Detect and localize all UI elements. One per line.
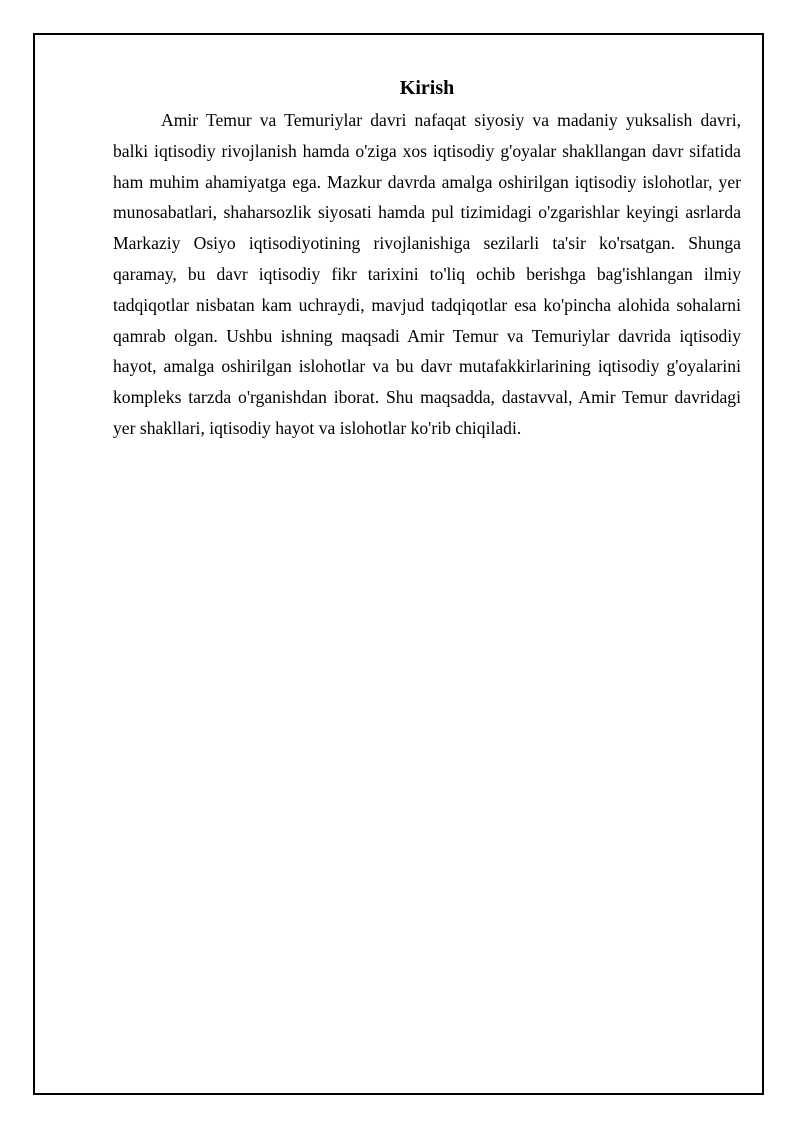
intro-paragraph: Amir Temur va Temuriylar davri nafaqat siyosiy va madaniy yuksalish davri, balki iqtisodiy rivojlanish hamda o'ziga xos iqtisodiy g'oyalar shakllangan davr sifatida ham muhim ahamiyatga ega. Mazkur davrda amalga oshirilgan iqtisodiy islohotlar, yer munosabatlari, shaharsozlik siyosati hamda pul tizimidagi o'zgarishlar keyingi asrlarda Markaziy Osiyo iqtisodiyotining rivojlanishiga sezilarli ta'sir ko'rsatgan. Shunga qaramay, bu davr iqtisodiy fikr tarixini to'liq ochib berishga bag'ishlangan ilmiy tadqiqotlar nisbatan kam uchraydi, mavjud tadqiqotlar esa ko'pincha alohida sohalarni qamrab olgan. Ushbu ishning maqsadi Amir Temur va Temuriylar davrida iqtisodiy hayot, amalga oshirilgan islohotlar va bu davr mutafakkirlarining iqtisodiy g'oyalarini kompleks tarzda o'rganishdan iborat. Shu maqsadda, dastavval, Amir Temur davridagi yer shakllari, iqtisodiy hayot va islohotlar ko'rib chiqiladi.	[113, 110, 741, 438]
section-title: Kirish	[399, 77, 455, 99]
document-body	[113, 75, 741, 444]
